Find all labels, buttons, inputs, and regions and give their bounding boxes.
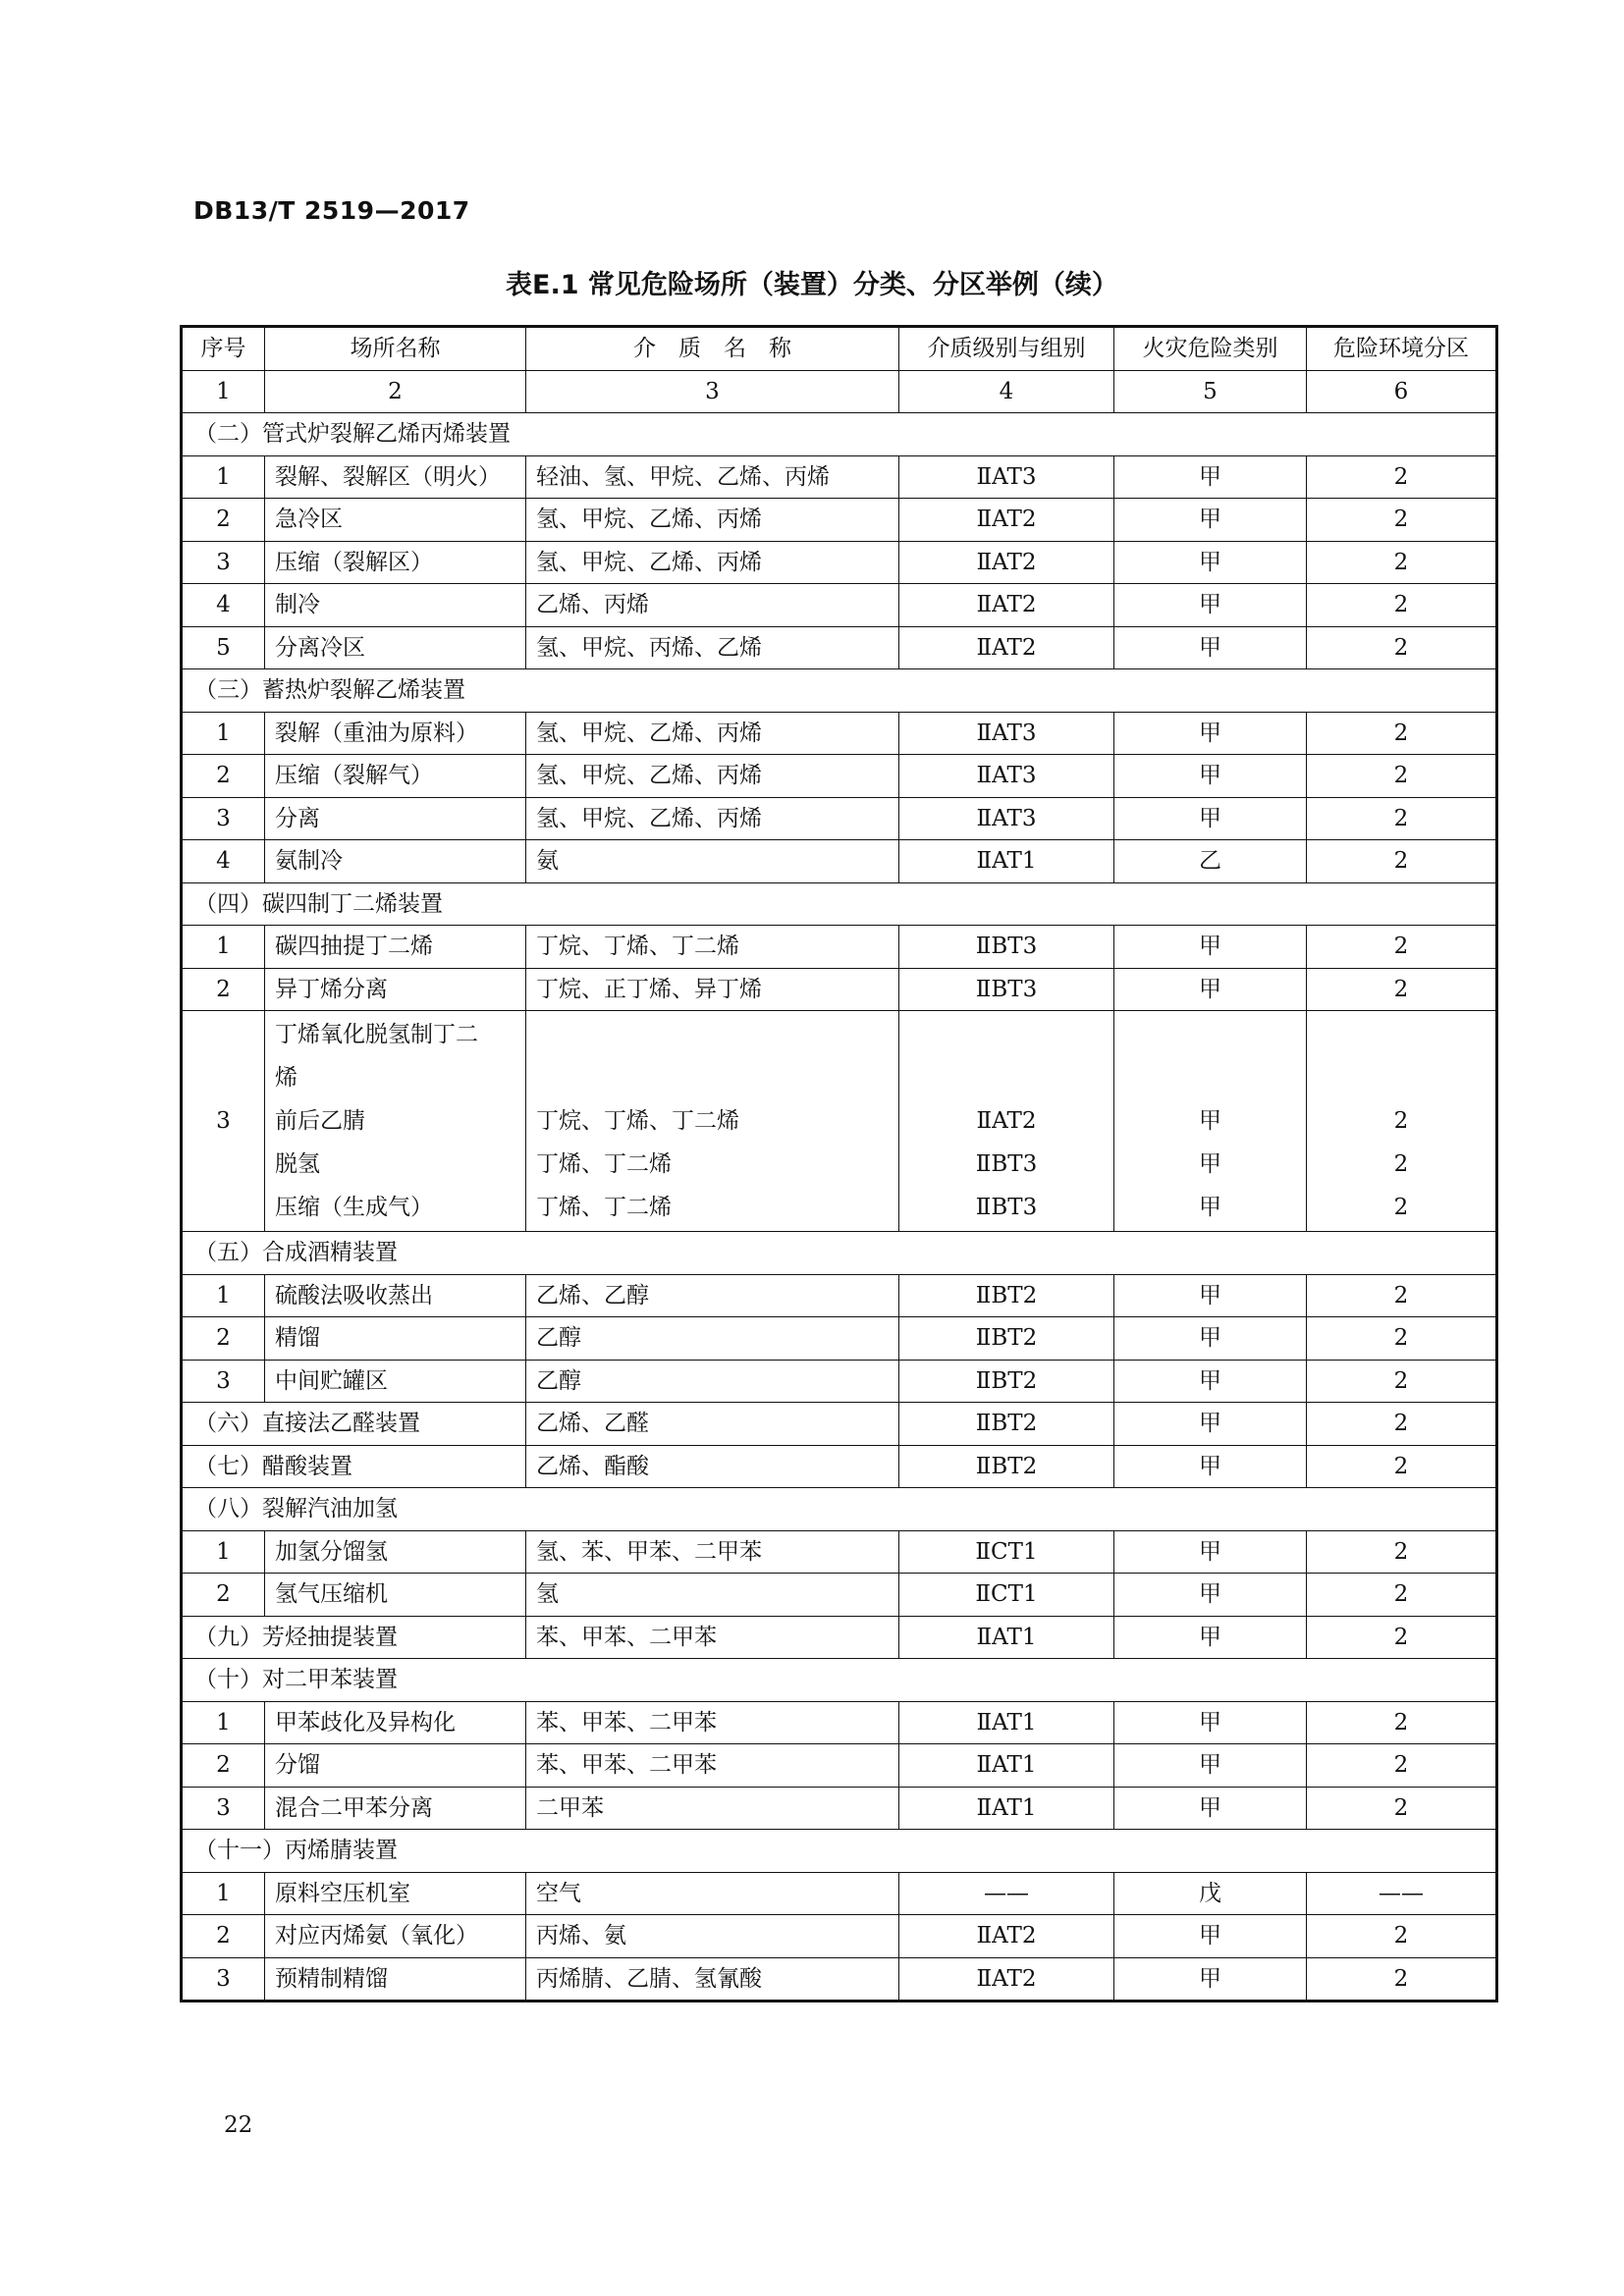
fire-category: 甲 <box>1114 1445 1307 1488</box>
document-code: DB13/T 2519—2017 <box>193 196 470 225</box>
hazard-zone: 2 <box>1307 755 1497 798</box>
medium-line: 丁烷、丁烯、丁二烯 <box>536 1108 739 1134</box>
fire-line: 甲 <box>1199 1151 1221 1177</box>
section-label: （八）裂解汽油加氢 <box>182 1488 1497 1531</box>
table-row <box>182 626 1497 669</box>
fire-line <box>1124 1013 1296 1056</box>
medium-line: 丁烯、丁二烯 <box>536 1195 672 1220</box>
hazard-zone: 2 <box>1307 455 1497 499</box>
medium-grade: ⅡAT1 <box>899 1616 1114 1659</box>
section-label: （五）合成酒精装置 <box>182 1232 1497 1275</box>
table-body <box>182 327 1497 2002</box>
table-row <box>182 1744 1497 1788</box>
zone-lines <box>1307 1011 1497 1232</box>
grade-line <box>909 1013 1104 1056</box>
medium-name: 丙烯、氨 <box>526 1915 899 1958</box>
place-name: 裂解、裂解区（明火） <box>265 455 526 499</box>
section-row <box>182 1659 1497 1702</box>
place-line: 脱氢 <box>275 1151 320 1177</box>
hazard-zone: 2 <box>1307 1445 1497 1488</box>
medium-line <box>536 1013 889 1056</box>
medium-name: 乙烯、丙烯 <box>526 584 899 627</box>
hazard-zone: 2 <box>1307 1616 1497 1659</box>
row-number: 3 <box>182 1957 265 2002</box>
table-row <box>182 840 1497 883</box>
place-name: 异丁烯分离 <box>265 968 526 1011</box>
column-number: 1 <box>182 370 265 413</box>
place-name: 分离 <box>265 797 526 840</box>
place-name: 急冷区 <box>265 499 526 542</box>
table-row <box>182 541 1497 584</box>
medium-grade: ⅡAT2 <box>899 541 1114 584</box>
column-number: 3 <box>526 370 899 413</box>
medium-name: 丁烷、正丁烯、异丁烯 <box>526 968 899 1011</box>
row-number: 3 <box>182 1360 265 1403</box>
column-number-row <box>182 370 1497 413</box>
table-row <box>182 1915 1497 1958</box>
row-number: 3 <box>182 1011 265 1232</box>
medium-name: 苯、甲苯、二甲苯 <box>526 1616 899 1659</box>
table-row <box>182 1360 1497 1403</box>
row-number: 1 <box>182 455 265 499</box>
row-number: 1 <box>182 926 265 969</box>
row-number: 2 <box>182 755 265 798</box>
medium-grade: ⅡAT2 <box>899 626 1114 669</box>
fire-category: 甲 <box>1114 1403 1307 1446</box>
zone-line: 2 <box>1393 1195 1409 1220</box>
hazard-zone: 2 <box>1307 584 1497 627</box>
hazard-zone: 2 <box>1307 1744 1497 1788</box>
row-number: 1 <box>182 1274 265 1317</box>
fire-category: 戊 <box>1114 1872 1307 1915</box>
section-label: （三）蓄热炉裂解乙烯装置 <box>182 669 1497 713</box>
header-row <box>182 327 1497 371</box>
hazard-zone: 2 <box>1307 499 1497 542</box>
section-row <box>182 1488 1497 1531</box>
place-lines <box>265 1011 526 1232</box>
row-number: 2 <box>182 1744 265 1788</box>
fire-category: 甲 <box>1114 1787 1307 1830</box>
medium-grade: ⅡBT3 <box>899 926 1114 969</box>
medium-name: 二甲苯 <box>526 1787 899 1830</box>
place-name: 精馏 <box>265 1317 526 1361</box>
medium-grade: ⅡAT3 <box>899 755 1114 798</box>
hazard-zone: 2 <box>1307 1530 1497 1574</box>
fire-category: 甲 <box>1114 499 1307 542</box>
column-header: 场所名称 <box>265 327 526 371</box>
row-number: 2 <box>182 1317 265 1361</box>
table-row <box>182 1787 1497 1830</box>
column-number: 5 <box>1114 370 1307 413</box>
hazard-zone: 2 <box>1307 1317 1497 1361</box>
place-name: 预精制精馏 <box>265 1957 526 2002</box>
row-number: 1 <box>182 1872 265 1915</box>
hazard-classification-table <box>180 325 1498 2002</box>
column-header: 危险环境分区 <box>1307 327 1497 371</box>
row-number: 1 <box>182 1530 265 1574</box>
row-number: 4 <box>182 584 265 627</box>
fire-line: 甲 <box>1199 1108 1221 1134</box>
section-label: （十）对二甲苯装置 <box>182 1659 1497 1702</box>
table-row <box>182 1872 1497 1915</box>
place-line: 前后乙腈 <box>275 1108 365 1134</box>
fire-category: 甲 <box>1114 1274 1307 1317</box>
medium-grade: —— <box>899 1872 1114 1915</box>
hazard-zone: 2 <box>1307 1701 1497 1744</box>
medium-grade: ⅡBT3 <box>899 968 1114 1011</box>
fire-category: 甲 <box>1114 1360 1307 1403</box>
fire-category: 乙 <box>1114 840 1307 883</box>
place-name: 混合二甲苯分离 <box>265 1787 526 1830</box>
place-name: 硫酸法吸收蒸出 <box>265 1274 526 1317</box>
hazard-zone: 2 <box>1307 712 1497 755</box>
medium-name: 乙烯、乙醇 <box>526 1274 899 1317</box>
medium-line <box>536 1056 889 1099</box>
medium-name: 丁烷、丁烯、丁二烯 <box>526 926 899 969</box>
table-row <box>182 1616 1497 1659</box>
row-number: 3 <box>182 1787 265 1830</box>
medium-name: 乙醇 <box>526 1360 899 1403</box>
medium-grade: ⅡBT2 <box>899 1445 1114 1488</box>
medium-grade: ⅡBT2 <box>899 1317 1114 1361</box>
table-row <box>182 499 1497 542</box>
medium-grade: ⅡAT1 <box>899 1787 1114 1830</box>
fire-category: 甲 <box>1114 455 1307 499</box>
fire-category: 甲 <box>1114 1616 1307 1659</box>
row-number: 2 <box>182 1915 265 1958</box>
row-number: 3 <box>182 541 265 584</box>
medium-name: 乙烯、乙醛 <box>526 1403 899 1446</box>
medium-name: 氢、甲烷、乙烯、丙烯 <box>526 797 899 840</box>
medium-lines <box>526 1011 899 1232</box>
grade-line: ⅡBT3 <box>975 1151 1038 1177</box>
row-number: 5 <box>182 626 265 669</box>
fire-category: 甲 <box>1114 712 1307 755</box>
grade-line: ⅡBT3 <box>975 1195 1038 1220</box>
fire-category: 甲 <box>1114 755 1307 798</box>
place-name: 分馏 <box>265 1744 526 1788</box>
hazard-zone: —— <box>1307 1872 1497 1915</box>
medium-grade: ⅡAT1 <box>899 1744 1114 1788</box>
medium-name: 苯、甲苯、二甲苯 <box>526 1744 899 1788</box>
table-row <box>182 584 1497 627</box>
column-number: 6 <box>1307 370 1497 413</box>
place-name: （九）芳烃抽提装置 <box>182 1616 526 1659</box>
table-row <box>182 1957 1497 2002</box>
place-name: （七）醋酸装置 <box>182 1445 526 1488</box>
grade-line: ⅡAT2 <box>976 1108 1037 1134</box>
section-label: （四）碳四制丁二烯装置 <box>182 882 1497 926</box>
hazard-zone: 2 <box>1307 840 1497 883</box>
row-number: 2 <box>182 499 265 542</box>
fire-line <box>1124 1056 1296 1099</box>
table-row-multiline <box>182 1011 1497 1232</box>
table-row <box>182 1403 1497 1446</box>
medium-name: 氢、甲烷、乙烯、丙烯 <box>526 755 899 798</box>
zone-line: 2 <box>1393 1108 1409 1134</box>
zone-line: 2 <box>1393 1151 1409 1177</box>
medium-grade: ⅡBT2 <box>899 1360 1114 1403</box>
fire-category: 甲 <box>1114 1957 1307 2002</box>
row-number: 1 <box>182 712 265 755</box>
hazard-zone: 2 <box>1307 1403 1497 1446</box>
place-name: 原料空压机室 <box>265 1872 526 1915</box>
medium-name: 氨 <box>526 840 899 883</box>
table-row <box>182 1574 1497 1617</box>
place-name: （六）直接法乙醛装置 <box>182 1403 526 1446</box>
table-row <box>182 455 1497 499</box>
column-number: 4 <box>899 370 1114 413</box>
place-name: 氢气压缩机 <box>265 1574 526 1617</box>
zone-line <box>1317 1013 1486 1056</box>
place-name: 氨制冷 <box>265 840 526 883</box>
place-name: 碳四抽提丁二烯 <box>265 926 526 969</box>
section-label: （二）管式炉裂解乙烯丙烯装置 <box>182 413 1497 456</box>
row-number: 4 <box>182 840 265 883</box>
place-name: 压缩（裂解气） <box>265 755 526 798</box>
zone-line <box>1317 1056 1486 1099</box>
medium-grade: ⅡAT2 <box>899 1957 1114 2002</box>
medium-grade: ⅡAT3 <box>899 712 1114 755</box>
place-name: 分离冷区 <box>265 626 526 669</box>
medium-grade: ⅡBT2 <box>899 1403 1114 1446</box>
medium-grade: ⅡCT1 <box>899 1574 1114 1617</box>
column-header: 火灾危险类别 <box>1114 327 1307 371</box>
fire-category: 甲 <box>1114 1530 1307 1574</box>
place-line: 压缩（生成气） <box>275 1195 433 1220</box>
section-row <box>182 1232 1497 1275</box>
grade-lines <box>899 1011 1114 1232</box>
table-row <box>182 1701 1497 1744</box>
table-row <box>182 712 1497 755</box>
table-row <box>182 755 1497 798</box>
fire-category: 甲 <box>1114 1915 1307 1958</box>
hazard-zone: 2 <box>1307 1915 1497 1958</box>
medium-name: 空气 <box>526 1872 899 1915</box>
fire-category: 甲 <box>1114 1744 1307 1788</box>
table-row <box>182 1445 1497 1488</box>
medium-name: 氢、甲烷、乙烯、丙烯 <box>526 541 899 584</box>
place-name: 对应丙烯氨（氧化） <box>265 1915 526 1958</box>
medium-name: 乙醇 <box>526 1317 899 1361</box>
section-label: （十一）丙烯腈装置 <box>182 1830 1497 1873</box>
fire-category: 甲 <box>1114 626 1307 669</box>
medium-name: 乙烯、酯酸 <box>526 1445 899 1488</box>
section-row <box>182 413 1497 456</box>
medium-line: 丁烯、丁二烯 <box>536 1151 672 1177</box>
table-row <box>182 1530 1497 1574</box>
medium-name: 氢、甲烷、乙烯、丙烯 <box>526 499 899 542</box>
medium-grade: ⅡAT3 <box>899 455 1114 499</box>
medium-grade: ⅡAT2 <box>899 584 1114 627</box>
column-number: 2 <box>265 370 526 413</box>
medium-grade: ⅡAT1 <box>899 840 1114 883</box>
medium-grade: ⅡBT2 <box>899 1274 1114 1317</box>
place-name: 加氢分馏氢 <box>265 1530 526 1574</box>
row-number: 1 <box>182 1701 265 1744</box>
hazard-zone: 2 <box>1307 797 1497 840</box>
hazard-zone: 2 <box>1307 926 1497 969</box>
medium-grade: ⅡAT2 <box>899 499 1114 542</box>
fire-line: 甲 <box>1199 1195 1221 1220</box>
hazard-zone: 2 <box>1307 1574 1497 1617</box>
table-row <box>182 1317 1497 1361</box>
grade-line <box>909 1056 1104 1099</box>
medium-name: 氢、甲烷、丙烯、乙烯 <box>526 626 899 669</box>
column-header: 序号 <box>182 327 265 371</box>
row-number: 2 <box>182 968 265 1011</box>
place-name: 压缩（裂解区） <box>265 541 526 584</box>
medium-name: 丙烯腈、乙腈、氢氰酸 <box>526 1957 899 2002</box>
fire-category: 甲 <box>1114 1701 1307 1744</box>
hazard-zone: 2 <box>1307 1360 1497 1403</box>
fire-category: 甲 <box>1114 1317 1307 1361</box>
fire-category: 甲 <box>1114 968 1307 1011</box>
page-number: 22 <box>224 2112 253 2138</box>
hazard-zone: 2 <box>1307 1957 1497 2002</box>
fire-category: 甲 <box>1114 584 1307 627</box>
table-row <box>182 1274 1497 1317</box>
medium-name: 氢 <box>526 1574 899 1617</box>
medium-grade: ⅡAT3 <box>899 797 1114 840</box>
place-name: 中间贮罐区 <box>265 1360 526 1403</box>
hazard-zone: 2 <box>1307 1787 1497 1830</box>
hazard-zone: 2 <box>1307 1274 1497 1317</box>
fire-category: 甲 <box>1114 541 1307 584</box>
place-name: 制冷 <box>265 584 526 627</box>
section-row <box>182 882 1497 926</box>
medium-grade: ⅡAT1 <box>899 1701 1114 1744</box>
column-header: 介 质 名 称 <box>526 327 899 371</box>
place-name: 裂解（重油为原料） <box>265 712 526 755</box>
row-number: 3 <box>182 797 265 840</box>
hazard-zone: 2 <box>1307 626 1497 669</box>
medium-grade: ⅡAT2 <box>899 1915 1114 1958</box>
place-name: 甲苯歧化及异构化 <box>265 1701 526 1744</box>
fire-category: 甲 <box>1114 926 1307 969</box>
fire-lines <box>1114 1011 1307 1232</box>
section-row <box>182 1830 1497 1873</box>
table-title: 表E.1 常见危险场所（装置）分类、分区举例（续） <box>506 270 1118 300</box>
column-header: 介质级别与组别 <box>899 327 1114 371</box>
table-row <box>182 797 1497 840</box>
medium-name: 轻油、氢、甲烷、乙烯、丙烯 <box>526 455 899 499</box>
hazard-zone: 2 <box>1307 541 1497 584</box>
fire-category: 甲 <box>1114 1574 1307 1617</box>
place-line: 丁烯氧化脱氢制丁二 <box>275 1022 478 1047</box>
medium-name: 苯、甲苯、二甲苯 <box>526 1701 899 1744</box>
table-row <box>182 926 1497 969</box>
fire-category: 甲 <box>1114 797 1307 840</box>
row-number: 2 <box>182 1574 265 1617</box>
place-line: 烯 <box>275 1065 298 1091</box>
medium-grade: ⅡCT1 <box>899 1530 1114 1574</box>
medium-name: 氢、苯、甲苯、二甲苯 <box>526 1530 899 1574</box>
medium-name: 氢、甲烷、乙烯、丙烯 <box>526 712 899 755</box>
table-row <box>182 968 1497 1011</box>
hazard-zone: 2 <box>1307 968 1497 1011</box>
section-row <box>182 669 1497 713</box>
